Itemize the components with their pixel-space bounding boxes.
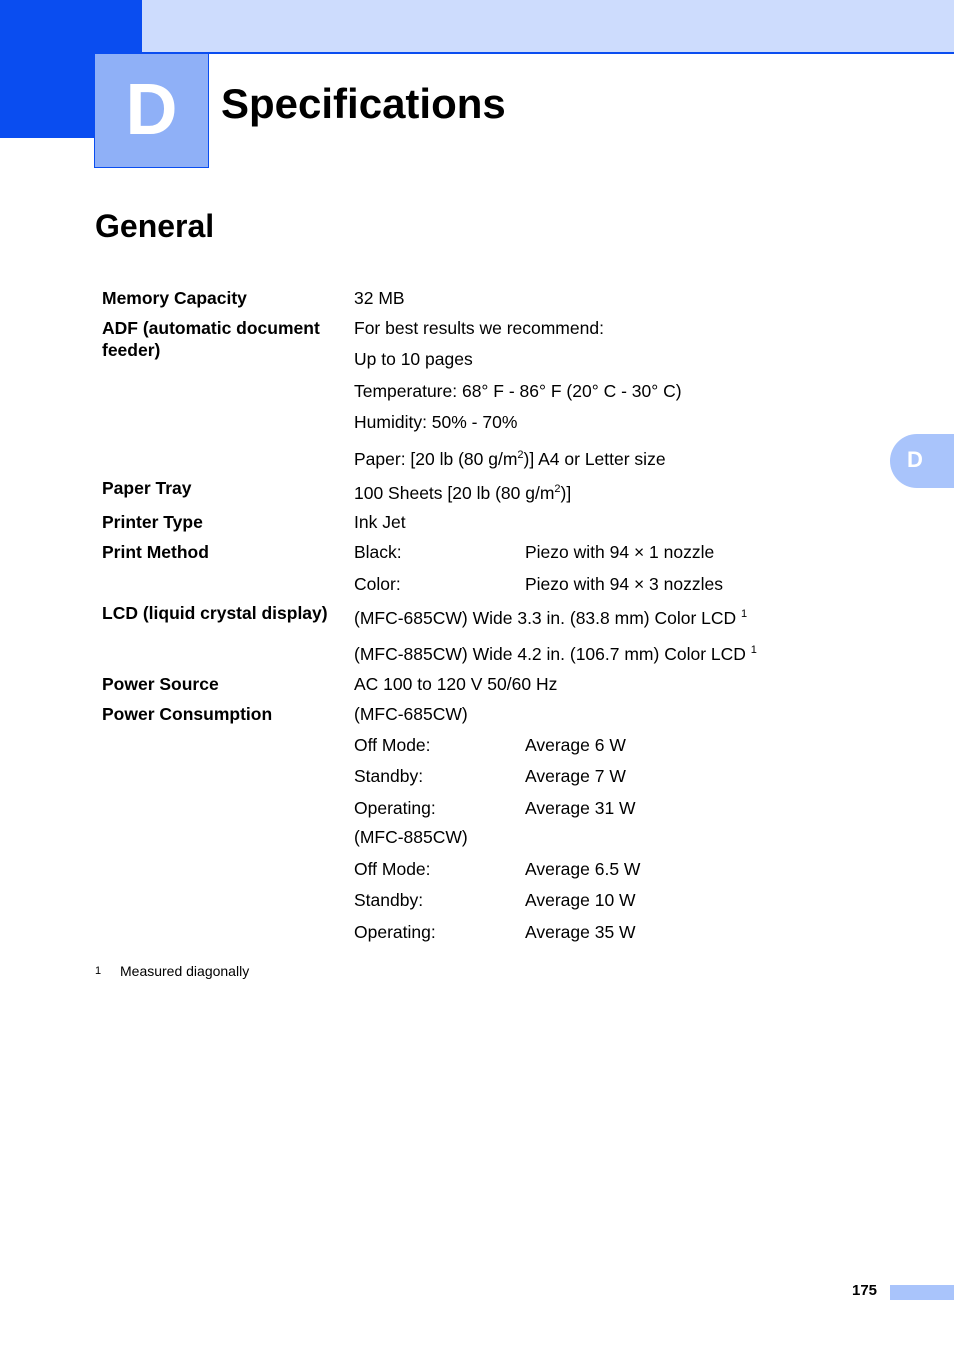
power-consumption-label: Power Consumption bbox=[102, 704, 273, 724]
print-method-color-value: Piezo with 94 × 3 nozzles bbox=[525, 574, 723, 594]
adf-paper: Paper: [20 lb (80 $g/m^2$)] A4 or Letter size bbox=[354, 449, 666, 469]
power-source-value: AC 100 to 120 V 50/60 Hz bbox=[354, 674, 558, 694]
footnote-number: 1 bbox=[95, 965, 102, 977]
footnote-text: Measured diagonally bbox=[120, 963, 250, 979]
lcd-line1: (MFC-685CW) Wide 3.3 in. (83.8 mm) Color LCD $^1$ bbox=[354, 608, 748, 628]
header-rule bbox=[142, 52, 954, 54]
adf-pages: Up to 10 pages bbox=[354, 349, 473, 369]
power-m1-operating-value: Average 31 W bbox=[525, 798, 636, 818]
power-m2-operating-label: Operating: bbox=[354, 922, 436, 942]
lcd-line2: (MFC-885CW) Wide 4.2 in. (106.7 mm) Color LCD $^1$ bbox=[354, 644, 757, 664]
power-m2-standby-label: Standby: bbox=[354, 890, 424, 910]
memory-value: 32 MB bbox=[354, 288, 405, 308]
power-m2-standby-value: Average 10 W bbox=[525, 890, 636, 910]
power-m1-off-label: Off Mode: bbox=[354, 735, 431, 755]
power-m2-off-value: Average 6.5 W bbox=[525, 859, 641, 879]
header-band-light bbox=[142, 0, 954, 52]
printer-type-value: Ink Jet bbox=[354, 512, 406, 532]
print-method-black-label: Black: bbox=[354, 542, 402, 562]
page-number: 175 bbox=[852, 1282, 878, 1299]
paper-tray-value: 100 Sheets [20 lb (80 $g/m^2$)] bbox=[354, 483, 572, 503]
power-m2-operating-value: Average 35 W bbox=[525, 922, 636, 942]
power-m1-standby-label: Standby: bbox=[354, 766, 424, 786]
power-m1-standby-value: Average 7 W bbox=[525, 766, 626, 786]
power-model1: (MFC-685CW) bbox=[354, 704, 468, 724]
chapter-letter: D bbox=[94, 53, 209, 168]
memory-label: Memory Capacity bbox=[102, 288, 247, 308]
print-method-label: Print Method bbox=[102, 542, 209, 562]
power-m2-off-label: Off Mode: bbox=[354, 859, 431, 879]
printer-type-label: Printer Type bbox=[102, 512, 203, 532]
lcd-label: LCD (liquid crystal display) bbox=[102, 603, 328, 623]
adf-recommend: For best results we recommend: bbox=[354, 318, 604, 338]
power-m1-operating-label: Operating: bbox=[354, 798, 436, 818]
print-method-black-value: Piezo with 94 × 1 nozzle bbox=[525, 542, 715, 562]
power-m1-off-value: Average 6 W bbox=[525, 735, 626, 755]
side-tab: D bbox=[890, 434, 954, 488]
power-source-label: Power Source bbox=[102, 674, 219, 694]
paper-tray-label: Paper Tray bbox=[102, 478, 192, 498]
section-title: General bbox=[95, 208, 215, 244]
page-number-bar bbox=[890, 1285, 954, 1300]
adf-temperature: Temperature: 68° F - 86° F (20° C - 30° C) bbox=[354, 381, 682, 401]
print-method-color-label: Color: bbox=[354, 574, 401, 594]
power-model2: (MFC-885CW) bbox=[354, 827, 468, 847]
adf-label-line1: ADF (automatic document bbox=[102, 318, 320, 338]
chapter-title: Specifications bbox=[221, 80, 506, 127]
adf-label-line2: feeder) bbox=[102, 340, 161, 360]
adf-humidity: Humidity: 50% - 70% bbox=[354, 412, 518, 432]
